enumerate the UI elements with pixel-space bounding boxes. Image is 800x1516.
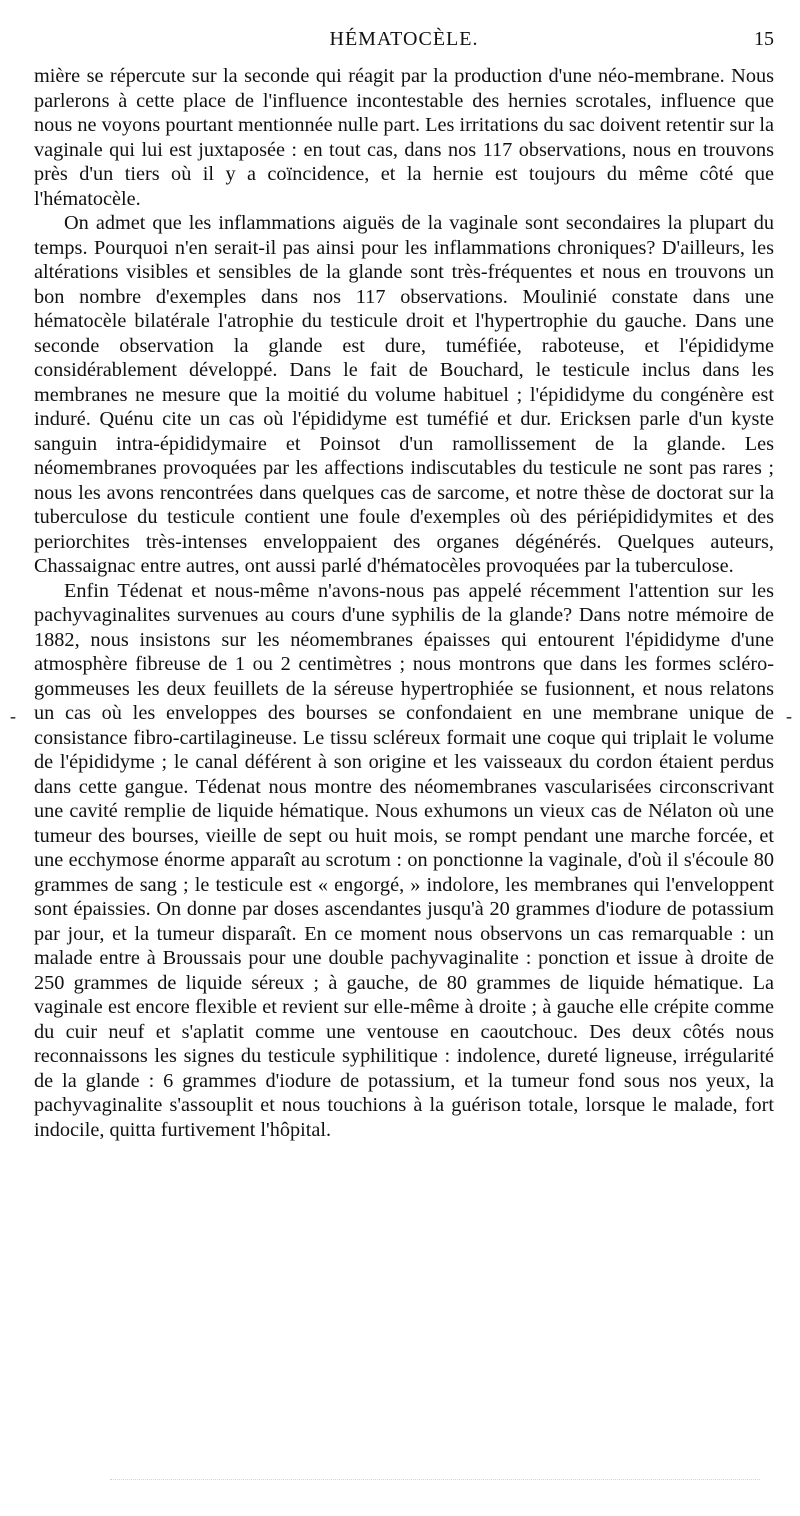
- paragraph-continued: mière se répercute sur la seconde qui réagit par la production d'une néo-membrane. Nous parlerons à cette place de l'influence incontestable des hernies scrotales, influence que nous ne voyons pourtant mentionnée nulle part. Les irritations du sac doivent retentir sur la vaginale qui lui est juxtaposée : en tout cas, dans nos 117 observations, nous en trouvons près d'un tiers où il y a coïncidence, et la hernie est toujours du même côté que l'hématocèle.: [34, 65, 774, 210]
- faded-footer-rule: [110, 1479, 760, 1480]
- paragraph: On admet que les inflammations aiguës de la vaginale sont secondaires la plupart du temps. Pourquoi n'en serait-il pas ainsi pour les inflammations chroniques? D'ailleurs, les altérations visibles et sensibles de la glande sont très-fréquentes et nous en trouvons un bon nombre d'exemples dans nos 117 observations. Moulinié constate dans une hématocèle bilatérale l'atrophie du testicule droit et l'hypertrophie du gauche. Dans une seconde observation la glande est dure, tuméfiée, raboteuse, et l'épididyme considérablement développé. Dans le fait de Bouchard, le testicule inclus dans les membranes ne mesure que la moitié du volume habituel ; l'épididyme du congénère est induré. Quénu cite un cas où l'épididyme est tuméfié et dur. Ericksen parle d'un kyste sanguin intra-épididymaire et Poinsot d'un ramollissement de la glande. Les néomembranes provoquées par les affections indiscutables du testicule ne sont pas rares ; nous les avons rencontrées dans quelques cas de sarcome, et notre thèse de doctorat sur la tuberculose du testicule contient une foule d'exemples où des périépididymites et des periorchites très-intenses enveloppaient des organes dégénérés. Quelques auteurs, Chassaignac entre autres, ont aussi parlé d'hématocèles provoquées par la tuberculose.: [34, 212, 774, 577]
- margin-mark-right: -: [786, 706, 792, 726]
- paragraph: Enfin Tédenat et nous-même n'avons-nous pas appelé récemment l'attention sur les pachyvaginalites survenues au cours d'une syphilis de la glande? Dans notre mémoire de 1882, nous insistons sur les néomembranes épaisses qui entourent l'épididyme d'une atmosphère fibreuse de 1 ou 2 centimètres ; nous montrons que dans les formes scléro-gommeuses les deux feuillets de la séreuse hypertrophiée se fusionnent, et nous relatons un cas où les enveloppes des bourses se confondaient en une membrane unique de consistance fibro-cartilagineuse. Le tissu scléreux formait une coque qui triplait le volume de l'épididyme ; le canal déférent à son origine et les vaisseaux du cordon étaient perdus dans cette gangue. Tédenat nous montre des néomembranes vascularisées circonscrivant une cavité remplie de liquide hématique. Nous exhumons un vieux cas de Nélaton où une tumeur des bourses, vieille de sept ou huit mois, se rompt pendant une marche forcée, et une ecchymose énorme apparaît au scrotum : on ponctionne la vaginale, d'où il s'écoule 80 grammes de sang ; le testicule est « engorgé, » indolore, les membranes qui l'enveloppent sont épaissies. On donne par doses ascendantes jusqu'à 20 grammes d'iodure de potassium par jour, et la tumeur disparaît. En ce moment nous observons un cas remarquable : un malade entre à Broussais pour une double pachyvaginalite : ponction et issue à droite de 250 grammes de liquide séreux ; à gauche, de 80 grammes de liquide hématique. La vaginale est encore flexible et revient sur elle-même à droite ; à gauche elle crépite comme du cuir neuf et s'aplatit comme une ventouse en caoutchouc. Des deux côtés nous reconnaissons les signes du testicule syphilitique : indolence, dureté ligneuse, irrégularité de la glande : 6 grammes d'iodure de potassium, et la tumeur fond sous nos yeux, la pachyvaginalite s'assouplit et nous touchions à la guérison totale, lorsque le malade, fort indocile, quitta furtivement l'hôpital.: [34, 579, 774, 1141]
- running-title: HÉMATOCÈLE.: [329, 28, 479, 50]
- body-text: [34, 64, 774, 1142]
- margin-mark-left: -: [10, 706, 16, 726]
- page-number: 15: [754, 28, 774, 50]
- running-head: [34, 28, 774, 58]
